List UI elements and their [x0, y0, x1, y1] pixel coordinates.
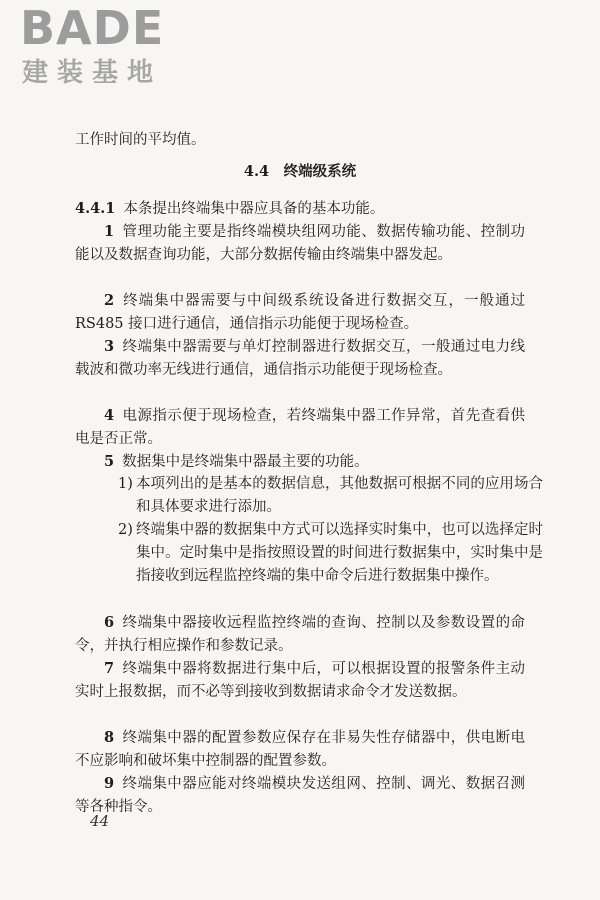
page-number: 44 — [90, 812, 110, 830]
item-text: 终端集中器需要与中间级系统设备进行数据交互，一般通过 RS485 接口进行通信，通信指示功能便于现场检查。 — [75, 293, 525, 332]
item-text: 终端集中器应能对终端模块发送组网、控制、调光、数据召测等各种指令。 — [75, 776, 525, 815]
brand-logo — [10, 2, 175, 92]
item-text: 终端集中器的配置参数应保存在非易失性存储器中，供电断电不应影响和破坏集中控制器的配置参数。 — [75, 730, 525, 769]
sub-item-1 — [118, 473, 543, 519]
item-number: 6 — [104, 614, 115, 631]
list-item-5 — [75, 450, 525, 474]
list-item-1 — [75, 220, 525, 267]
sub-item-text: 本项列出的是基本的数据信息，其他数据可根据不同的应用场合和具体要求进行添加。 — [136, 476, 543, 515]
item-number: 7 — [104, 660, 115, 677]
list-item-4 — [75, 404, 525, 451]
item-number: 4 — [104, 407, 115, 424]
list-item-3 — [75, 335, 525, 382]
item-number: 1 — [104, 223, 115, 240]
list-item-7 — [75, 657, 525, 704]
sub-item-marker: 1) — [118, 476, 133, 492]
list-item-2 — [75, 289, 525, 336]
logo-brand-text: BADE — [20, 1, 165, 55]
item-number: 8 — [104, 729, 115, 746]
item-text: 电源指示便于现场检查，若终端集中器工作异常，首先查看供电是否正常。 — [75, 408, 525, 447]
list-item-9 — [75, 772, 525, 819]
item-number: 5 — [104, 453, 115, 470]
logo-subtitle: 建装基地 — [22, 58, 163, 88]
continuation-text: 工作时间的平均值。 — [75, 132, 206, 148]
item-number: 3 — [104, 338, 115, 355]
item-number: 9 — [104, 775, 115, 792]
item-text: 数据集中是终端集中器最主要的功能。 — [122, 454, 369, 470]
clause-text: 本条提出终端集中器应具备的基本功能。 — [123, 201, 385, 217]
item-text: 终端集中器接收远程监控终端的查询、控制以及参数设置的命令，并执行相应操作和参数记录。 — [75, 615, 525, 654]
item-text: 管理功能主要是指终端模块组网功能、数据传输功能、控制功能以及数据查询功能，大部分数据传输由终端集中器发起。 — [75, 224, 525, 263]
list-item-6 — [75, 611, 525, 658]
clause-number: 4.4.1 — [75, 200, 116, 217]
item-text: 终端集中器将数据进行集中后，可以根据设置的报警条件主动实时上报数据，而不必等到接收到数据请求命令才发送数据。 — [75, 661, 525, 700]
sub-item-marker: 2) — [118, 522, 133, 538]
list-item-8 — [75, 726, 525, 773]
clause-4-4-1 — [75, 197, 525, 221]
section-heading: 4.4 终端级系统 — [243, 163, 357, 180]
sub-item-text: 终端集中器的数据集中方式可以选择实时集中，也可以选择定时集中。定时集中是指按照设置的时间进行数据集中，实时集中是指接收到远程监控终端的集中命令后进行数据集中操作。 — [136, 522, 543, 584]
item-text: 终端集中器需要与单灯控制器进行数据交互，一般通过电力线载波和微功率无线进行通信，通信指示功能便于现场检查。 — [75, 339, 525, 378]
sub-item-2 — [118, 519, 543, 588]
item-number: 2 — [104, 292, 115, 309]
